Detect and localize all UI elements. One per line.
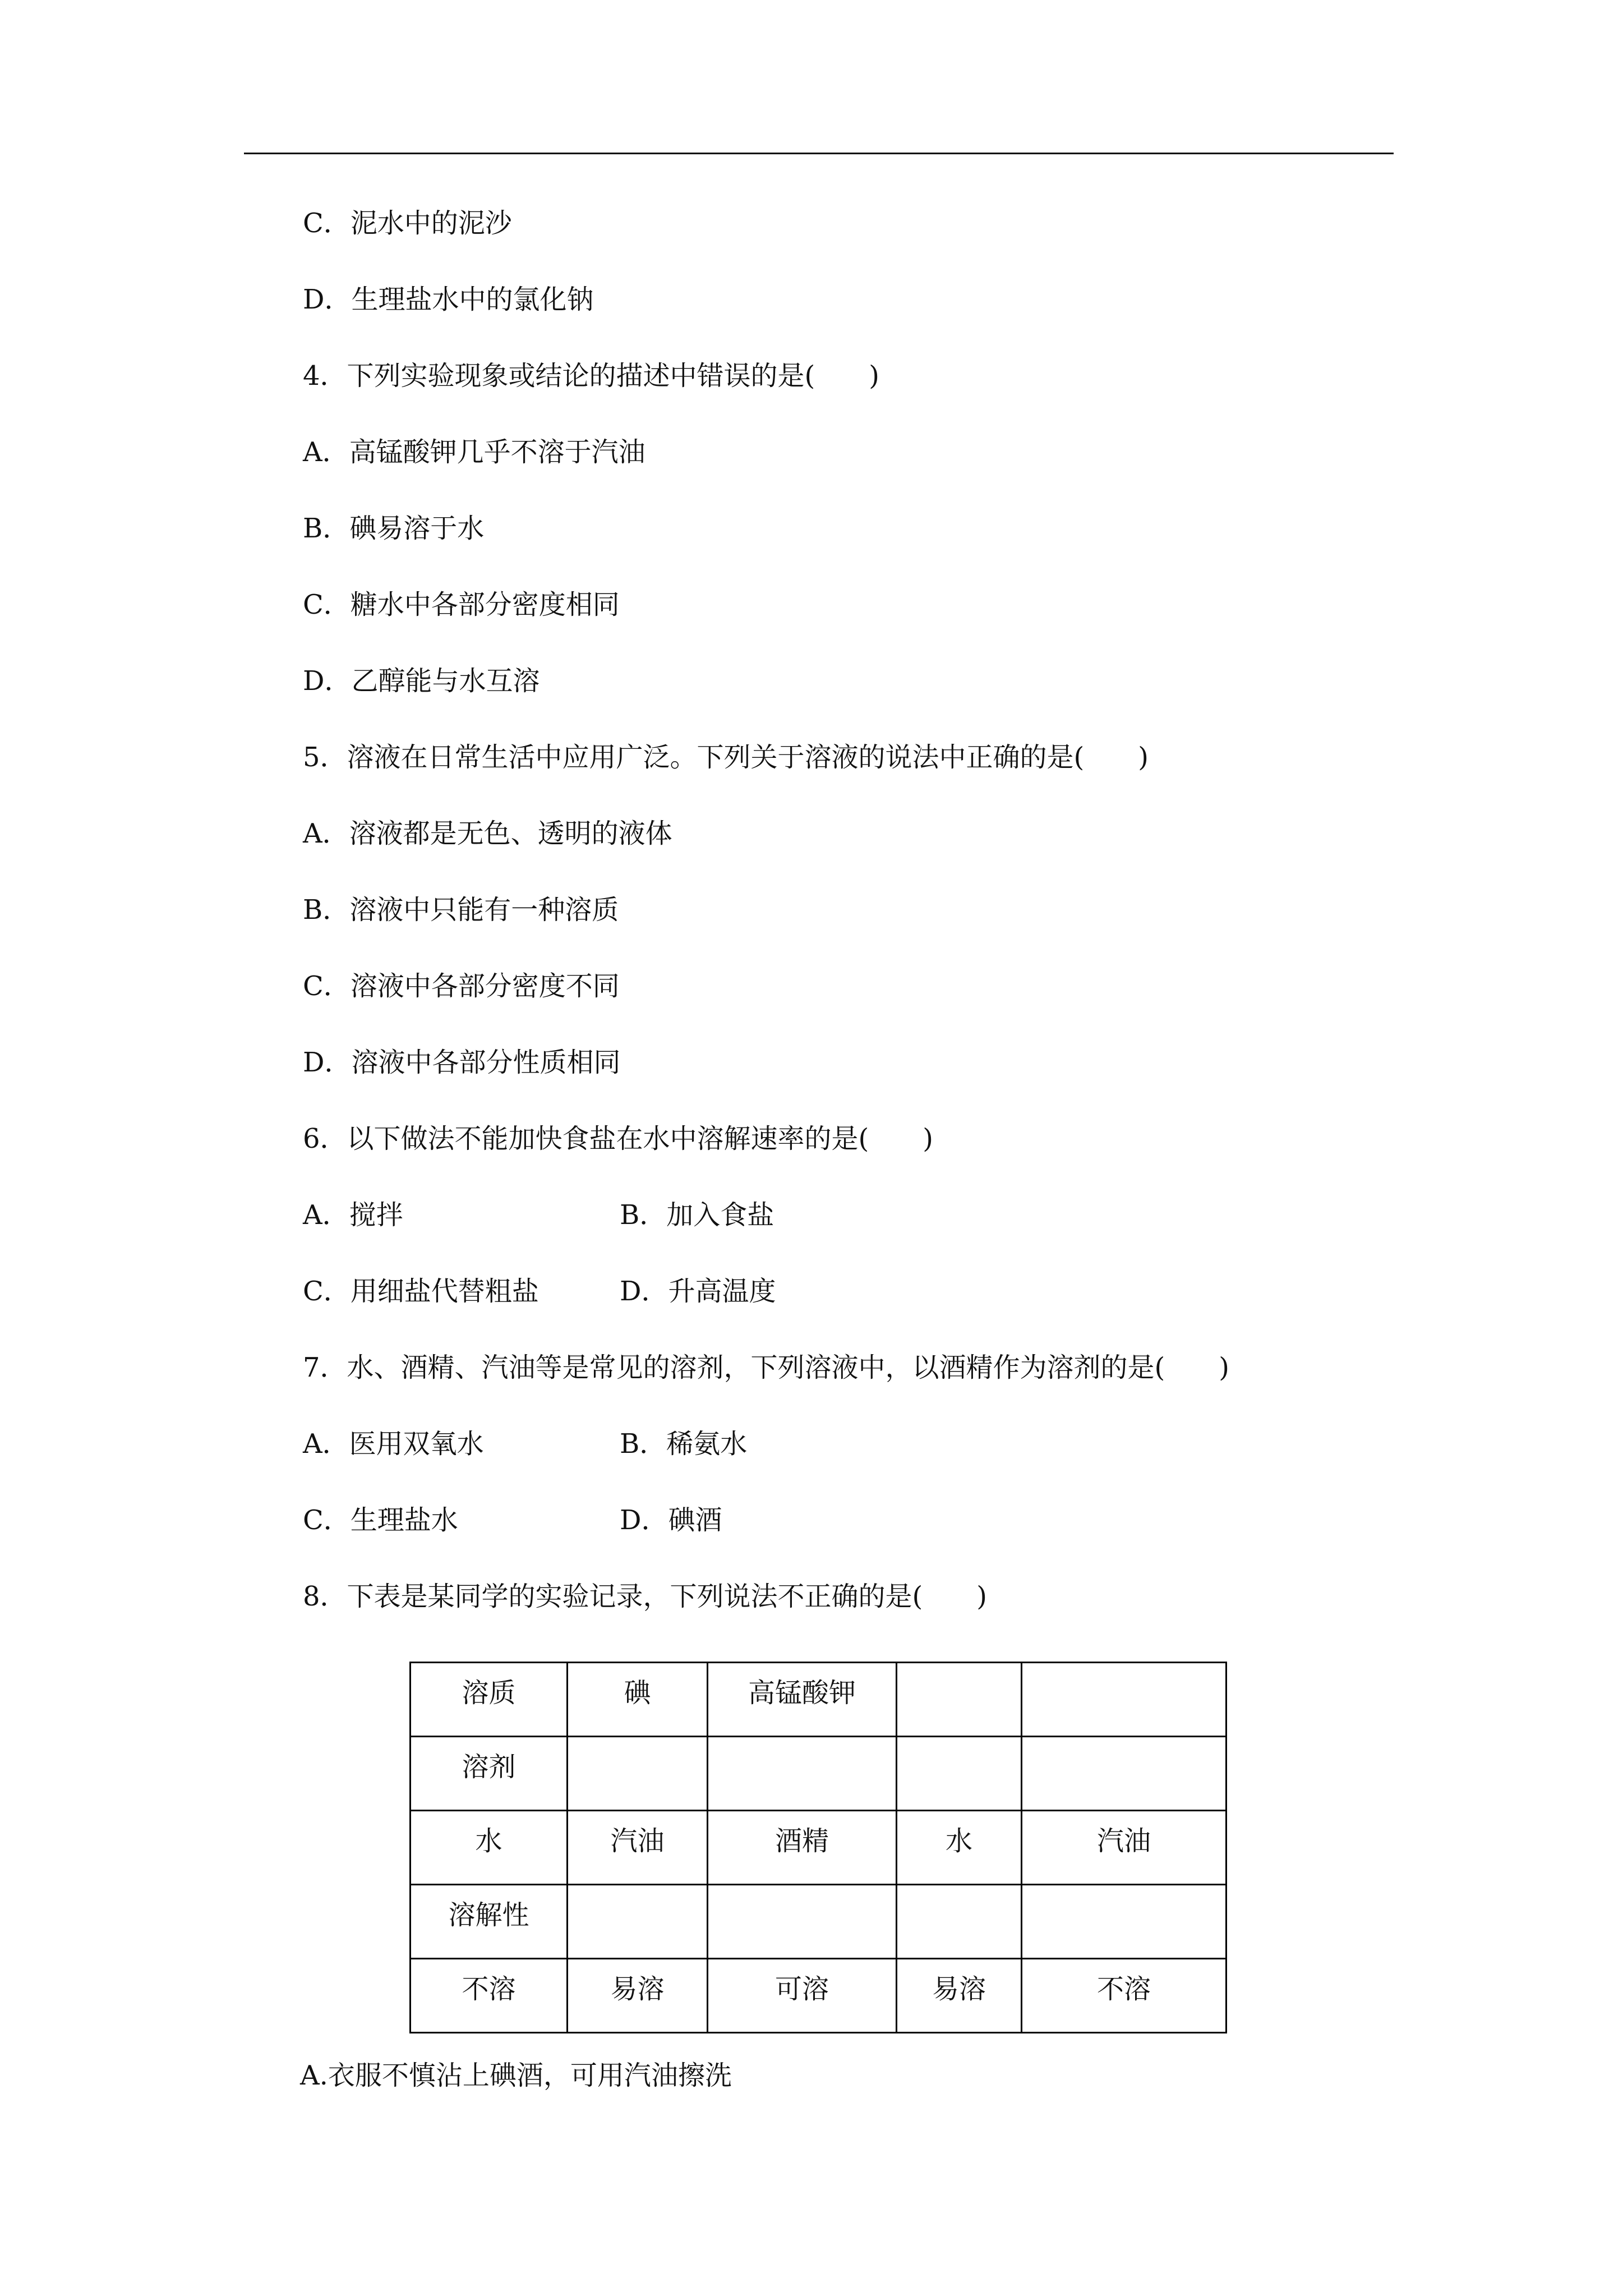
table-row [411, 1959, 1227, 2033]
table-cell: 易溶 [897, 1959, 1022, 2033]
q8-stem: 8．下表是某同学的实验记录，下列说法不正确的是( ) [303, 1581, 987, 1612]
table-cell: 水 [897, 1811, 1022, 1885]
table-cell: 不溶 [411, 1959, 568, 2033]
q6-option-d: D．升高温度 [620, 1276, 776, 1307]
table-cell [708, 1885, 897, 1959]
q5-option-c: C．溶液中各部分密度不同 [303, 970, 620, 1002]
q6-option-b: B．加入食盐 [620, 1199, 774, 1231]
q4-option-c: C．糖水中各部分密度相同 [303, 589, 620, 620]
q7-option-b: B．稀氨水 [620, 1428, 748, 1460]
q7-option-a: A．医用双氧水 [303, 1428, 484, 1460]
q5-stem: 5．溶液在日常生活中应用广泛。下列关于溶液的说法中正确的是( ) [303, 742, 1149, 773]
q6-option-c: C．用细盐代替粗盐 [303, 1276, 539, 1307]
table-cell: 溶质 [411, 1663, 568, 1737]
q4-option-a: A．高锰酸钾几乎不溶于汽油 [303, 436, 645, 468]
q3-option-c: C．泥水中的泥沙 [303, 208, 512, 239]
q7-option-c: C．生理盐水 [303, 1504, 458, 1536]
table-cell [897, 1885, 1022, 1959]
q8-option-a: A.衣服不慎沾上碘酒，可用汽油擦洗 [300, 2060, 732, 2091]
q4-option-d: D．乙醇能与水互溶 [303, 665, 540, 697]
table-cell [1022, 1737, 1227, 1811]
q7-option-d: D．碘酒 [620, 1504, 722, 1536]
q3-option-d: D．生理盐水中的氯化钠 [303, 284, 594, 315]
table-cell: 不溶 [1022, 1959, 1227, 2033]
table-row [411, 1811, 1227, 1885]
q7-stem: 7．水、酒精、汽油等是常见的溶剂，下列溶液中，以酒精作为溶剂的是( ) [303, 1352, 1229, 1383]
q4-stem: 4．下列实验现象或结论的描述中错误的是( ) [303, 360, 879, 392]
table-cell: 水 [411, 1811, 568, 1885]
q6-stem: 6．以下做法不能加快食盐在水中溶解速率的是( ) [303, 1123, 933, 1154]
table-row [411, 1737, 1227, 1811]
table-cell [897, 1737, 1022, 1811]
experiment-record-table [409, 1662, 1227, 2033]
table-cell: 溶解性 [411, 1885, 568, 1959]
table-cell: 溶剂 [411, 1737, 568, 1811]
table-cell: 高锰酸钾 [708, 1663, 897, 1737]
table-row [411, 1885, 1227, 1959]
table-cell [1022, 1663, 1227, 1737]
q5-option-d: D．溶液中各部分性质相同 [303, 1047, 621, 1078]
table-cell: 可溶 [708, 1959, 897, 2033]
q6-option-a: A．搅拌 [303, 1199, 403, 1231]
header-rule [244, 153, 1394, 154]
table-cell [568, 1885, 708, 1959]
table-cell [708, 1737, 897, 1811]
q5-option-a: A．溶液都是无色、透明的液体 [303, 818, 672, 849]
q4-option-b: B．碘易溶于水 [303, 513, 485, 544]
table-cell [897, 1663, 1022, 1737]
table-row [411, 1663, 1227, 1737]
table-cell: 易溶 [568, 1959, 708, 2033]
table-cell: 酒精 [708, 1811, 897, 1885]
table-cell: 碘 [568, 1663, 708, 1737]
table-cell: 汽油 [568, 1811, 708, 1885]
table-cell [1022, 1885, 1227, 1959]
table-cell [568, 1737, 708, 1811]
q5-option-b: B．溶液中只能有一种溶质 [303, 894, 619, 926]
table-cell: 汽油 [1022, 1811, 1227, 1885]
